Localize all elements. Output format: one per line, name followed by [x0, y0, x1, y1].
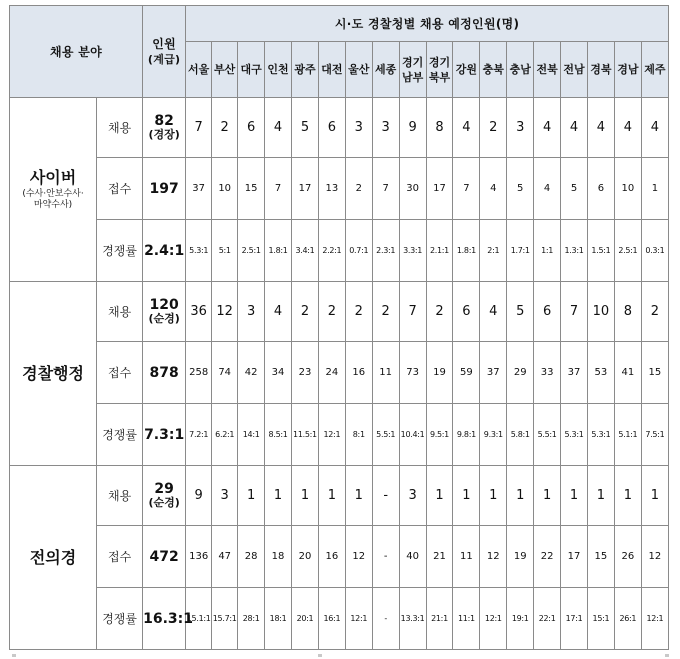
cell-hire: 1 [453, 466, 480, 526]
total-hire-value: 29 [154, 480, 174, 497]
cell-apply: 5 [561, 158, 588, 220]
cell-apply: 40 [399, 526, 426, 588]
cell-ratio: 8.5:1 [265, 404, 292, 466]
cell-apply: 12 [480, 526, 507, 588]
region-header: 전북 [534, 42, 561, 98]
region-header: 부산 [212, 42, 238, 98]
cell-ratio: 6.2:1 [212, 404, 238, 466]
total-hire-value: 82 [154, 112, 174, 129]
cell-apply: 258 [186, 342, 212, 404]
cell-hire: 9 [399, 98, 426, 158]
cell-ratio: 5.1:1 [614, 404, 641, 466]
cell-ratio: 0.7:1 [345, 220, 372, 282]
region-header: 강원 [453, 42, 480, 98]
cell-ratio: 12:1 [641, 588, 668, 650]
cell-apply: 20 [292, 526, 319, 588]
cell-hire: 2 [480, 98, 507, 158]
cell-apply: 17 [292, 158, 319, 220]
cell-hire: 1 [480, 466, 507, 526]
cell-apply: 13 [318, 158, 345, 220]
section-name-cell [10, 466, 97, 650]
row-label-ratio: 경쟁률 [97, 588, 143, 650]
row-label-ratio: 경쟁률 [97, 220, 143, 282]
cell-hire: 4 [265, 282, 292, 342]
cell-hire: 3 [507, 98, 534, 158]
cell-apply: 59 [453, 342, 480, 404]
cell-apply: 16 [318, 526, 345, 588]
cell-hire: 4 [561, 98, 588, 158]
cell-apply: 15 [587, 526, 614, 588]
cell-hire: 1 [292, 466, 319, 526]
cell-hire: 4 [534, 98, 561, 158]
cell-apply: 1 [641, 158, 668, 220]
cell-hire: 6 [238, 98, 265, 158]
total-hire [143, 282, 186, 342]
row-label-hire: 채용 [97, 466, 143, 526]
region-header: 서울 [186, 42, 212, 98]
cell-hire: 8 [614, 282, 641, 342]
table-row [10, 588, 669, 650]
cell-hire: 1 [534, 466, 561, 526]
edge-mark [12, 654, 16, 657]
cell-ratio: 13.3:1 [399, 588, 426, 650]
cell-apply: 18 [265, 526, 292, 588]
section-name-cell [10, 282, 97, 466]
section-name-cell [10, 98, 97, 282]
cell-hire: 2 [372, 282, 399, 342]
cell-apply: 2 [345, 158, 372, 220]
cell-ratio: 2:1 [480, 220, 507, 282]
region-header: 인천 [265, 42, 292, 98]
cell-hire: 12 [212, 282, 238, 342]
cell-ratio: 2.2:1 [318, 220, 345, 282]
table-row [10, 98, 669, 158]
cell-apply: 19 [426, 342, 453, 404]
cell-apply: 37 [186, 158, 212, 220]
cell-hire: 10 [587, 282, 614, 342]
cell-hire: 7 [561, 282, 588, 342]
cell-ratio: 15:1 [587, 588, 614, 650]
cell-apply: 28 [238, 526, 265, 588]
recruitment-table [9, 5, 669, 650]
cell-apply: 17 [426, 158, 453, 220]
cell-hire: 3 [238, 282, 265, 342]
cell-apply: 4 [480, 158, 507, 220]
cell-apply: 12 [345, 526, 372, 588]
cell-ratio: 20:1 [292, 588, 319, 650]
cell-hire: 9 [186, 466, 212, 526]
cell-hire: 5 [507, 282, 534, 342]
section-name: 경찰행정 [22, 363, 84, 383]
cell-ratio: 2.1:1 [426, 220, 453, 282]
region-header: 광주 [292, 42, 319, 98]
field-header: 채용 분야 [10, 6, 143, 98]
cell-ratio: 2.5:1 [238, 220, 265, 282]
cell-ratio: 18:1 [265, 588, 292, 650]
cell-apply: 21 [426, 526, 453, 588]
count-header-line2: (계급) [147, 52, 181, 66]
table-row [10, 158, 669, 220]
cell-apply: 7 [265, 158, 292, 220]
cell-ratio: 12:1 [318, 404, 345, 466]
cell-ratio: 5.8:1 [507, 404, 534, 466]
cell-ratio: 16:1 [318, 588, 345, 650]
cell-ratio: 12:1 [345, 588, 372, 650]
cell-apply: - [372, 526, 399, 588]
row-label-hire: 채용 [97, 98, 143, 158]
cell-ratio: 5.5:1 [534, 404, 561, 466]
cell-apply: 24 [318, 342, 345, 404]
row-label-ratio: 경쟁률 [97, 404, 143, 466]
section-subtitle: (수사·안보수사· 마약수사) [22, 188, 84, 210]
cell-ratio: 15.7:1 [212, 588, 238, 650]
row-label-hire: 채용 [97, 282, 143, 342]
cell-ratio: 2.3:1 [372, 220, 399, 282]
total-hire-rank: (순경) [148, 495, 180, 509]
cell-ratio: 5.3:1 [186, 220, 212, 282]
cell-hire: 2 [212, 98, 238, 158]
section-name: 전의경 [29, 547, 77, 567]
cell-ratio: 3.3:1 [399, 220, 426, 282]
cell-ratio: 1:1 [534, 220, 561, 282]
cell-hire: 1 [587, 466, 614, 526]
cell-apply: 23 [292, 342, 319, 404]
count-header [143, 6, 186, 98]
cell-apply: 4 [534, 158, 561, 220]
region-header: 대구 [238, 42, 265, 98]
cell-hire: 4 [265, 98, 292, 158]
total-hire-rank: (순경) [148, 311, 180, 325]
cell-ratio: 22:1 [534, 588, 561, 650]
cell-apply: 5 [507, 158, 534, 220]
cell-apply: 47 [212, 526, 238, 588]
region-header: 세종 [372, 42, 399, 98]
cell-apply: 29 [507, 342, 534, 404]
cell-ratio: 3.4:1 [292, 220, 319, 282]
cell-apply: 11 [453, 526, 480, 588]
region-header: 제주 [641, 42, 668, 98]
cell-hire: 4 [480, 282, 507, 342]
table-row [10, 282, 669, 342]
total-ratio: 7.3:1 [143, 404, 186, 466]
cell-hire: 7 [186, 98, 212, 158]
cell-ratio: 11:1 [453, 588, 480, 650]
cell-ratio: 19:1 [507, 588, 534, 650]
cell-apply: 37 [561, 342, 588, 404]
cell-ratio: 12:1 [480, 588, 507, 650]
cell-ratio: 7.2:1 [186, 404, 212, 466]
cell-apply: 42 [238, 342, 265, 404]
cell-apply: 6 [587, 158, 614, 220]
cell-hire: 3 [399, 466, 426, 526]
cell-apply: 136 [186, 526, 212, 588]
cell-hire: 1 [345, 466, 372, 526]
cell-hire: 1 [318, 466, 345, 526]
total-apply: 878 [143, 342, 186, 404]
total-hire-value: 120 [149, 296, 179, 313]
total-ratio: 16.3:1 [143, 588, 186, 650]
cell-hire: 5 [292, 98, 319, 158]
cell-apply: 15 [238, 158, 265, 220]
total-hire [143, 98, 186, 158]
cell-hire: 1 [426, 466, 453, 526]
cell-apply: 37 [480, 342, 507, 404]
cell-ratio: - [372, 588, 399, 650]
region-header: 울산 [345, 42, 372, 98]
cell-ratio: 2.5:1 [614, 220, 641, 282]
cell-apply: 15 [641, 342, 668, 404]
cell-hire: 4 [587, 98, 614, 158]
cell-hire: 3 [212, 466, 238, 526]
section-name: 사이버 [29, 167, 77, 187]
cell-ratio: 1.3:1 [561, 220, 588, 282]
cell-apply: 73 [399, 342, 426, 404]
cell-apply: 16 [345, 342, 372, 404]
cell-ratio: 1.5:1 [587, 220, 614, 282]
cell-hire: 4 [641, 98, 668, 158]
total-hire-rank: (경장) [148, 127, 180, 141]
cell-apply: 74 [212, 342, 238, 404]
cell-hire: 4 [453, 98, 480, 158]
cell-hire: 4 [614, 98, 641, 158]
cell-ratio: 8:1 [345, 404, 372, 466]
table-row [10, 404, 669, 466]
region-header: 충북 [480, 42, 507, 98]
cell-apply: 53 [587, 342, 614, 404]
bottom-edge-marks [0, 652, 680, 659]
table-row [10, 526, 669, 588]
cell-hire: 2 [641, 282, 668, 342]
table-row [10, 466, 669, 526]
row-label-apply: 접수 [97, 158, 143, 220]
region-header: 경북 [587, 42, 614, 98]
cell-apply: 10 [212, 158, 238, 220]
cell-hire: 1 [265, 466, 292, 526]
cell-hire: 3 [345, 98, 372, 158]
cell-ratio: 7.5:1 [641, 404, 668, 466]
region-header: 대전 [318, 42, 345, 98]
region-header: 전남 [561, 42, 588, 98]
edge-mark [318, 654, 322, 657]
cell-hire: 3 [372, 98, 399, 158]
cell-ratio: 21:1 [426, 588, 453, 650]
cell-hire: 1 [561, 466, 588, 526]
region-header: 경남 [614, 42, 641, 98]
cell-hire: 8 [426, 98, 453, 158]
cell-ratio: 9.8:1 [453, 404, 480, 466]
table-row [10, 220, 669, 282]
edge-mark [665, 654, 669, 657]
cell-ratio: 9.5:1 [426, 404, 453, 466]
total-apply: 472 [143, 526, 186, 588]
cell-hire: 2 [345, 282, 372, 342]
cell-ratio: 5.3:1 [561, 404, 588, 466]
cell-ratio: 0.3:1 [641, 220, 668, 282]
region-header: 충남 [507, 42, 534, 98]
cell-hire: 1 [641, 466, 668, 526]
cell-hire: 6 [318, 98, 345, 158]
total-ratio: 2.4:1 [143, 220, 186, 282]
cell-ratio: 9.3:1 [480, 404, 507, 466]
table-row [10, 342, 669, 404]
cell-hire: 1 [507, 466, 534, 526]
region-header: 경기 남부 [399, 42, 426, 98]
cell-ratio: 1.7:1 [507, 220, 534, 282]
cell-hire: 1 [614, 466, 641, 526]
cell-ratio: 26:1 [614, 588, 641, 650]
cell-apply: 11 [372, 342, 399, 404]
cell-hire: 6 [534, 282, 561, 342]
cell-ratio: 14:1 [238, 404, 265, 466]
cell-ratio: 10.4:1 [399, 404, 426, 466]
cell-ratio: 15.1:1 [186, 588, 212, 650]
cell-ratio: 28:1 [238, 588, 265, 650]
cell-ratio: 5.3:1 [587, 404, 614, 466]
cell-apply: 7 [372, 158, 399, 220]
cell-hire: 6 [453, 282, 480, 342]
row-label-apply: 접수 [97, 342, 143, 404]
cell-ratio: 1.8:1 [265, 220, 292, 282]
cell-ratio: 17:1 [561, 588, 588, 650]
total-hire [143, 466, 186, 526]
row-label-apply: 접수 [97, 526, 143, 588]
cell-apply: 22 [534, 526, 561, 588]
cell-apply: 33 [534, 342, 561, 404]
cell-apply: 26 [614, 526, 641, 588]
count-header-line1: 인원 [152, 36, 177, 51]
cell-hire: 7 [399, 282, 426, 342]
cell-ratio: 1.8:1 [453, 220, 480, 282]
cell-apply: 7 [453, 158, 480, 220]
regions-title: 시·도 경찰청별 채용 예정인원(명) [186, 6, 669, 42]
cell-hire: 36 [186, 282, 212, 342]
cell-apply: 41 [614, 342, 641, 404]
cell-apply: 10 [614, 158, 641, 220]
cell-hire: 2 [426, 282, 453, 342]
cell-apply: 12 [641, 526, 668, 588]
cell-apply: 34 [265, 342, 292, 404]
cell-ratio: 5:1 [212, 220, 238, 282]
cell-apply: 17 [561, 526, 588, 588]
cell-apply: 19 [507, 526, 534, 588]
cell-hire: 2 [292, 282, 319, 342]
cell-ratio: 5.5:1 [372, 404, 399, 466]
region-header: 경기 북부 [426, 42, 453, 98]
cell-hire: 2 [318, 282, 345, 342]
cell-ratio: 11.5:1 [292, 404, 319, 466]
cell-hire: 1 [238, 466, 265, 526]
cell-hire: - [372, 466, 399, 526]
cell-apply: 30 [399, 158, 426, 220]
total-apply: 197 [143, 158, 186, 220]
